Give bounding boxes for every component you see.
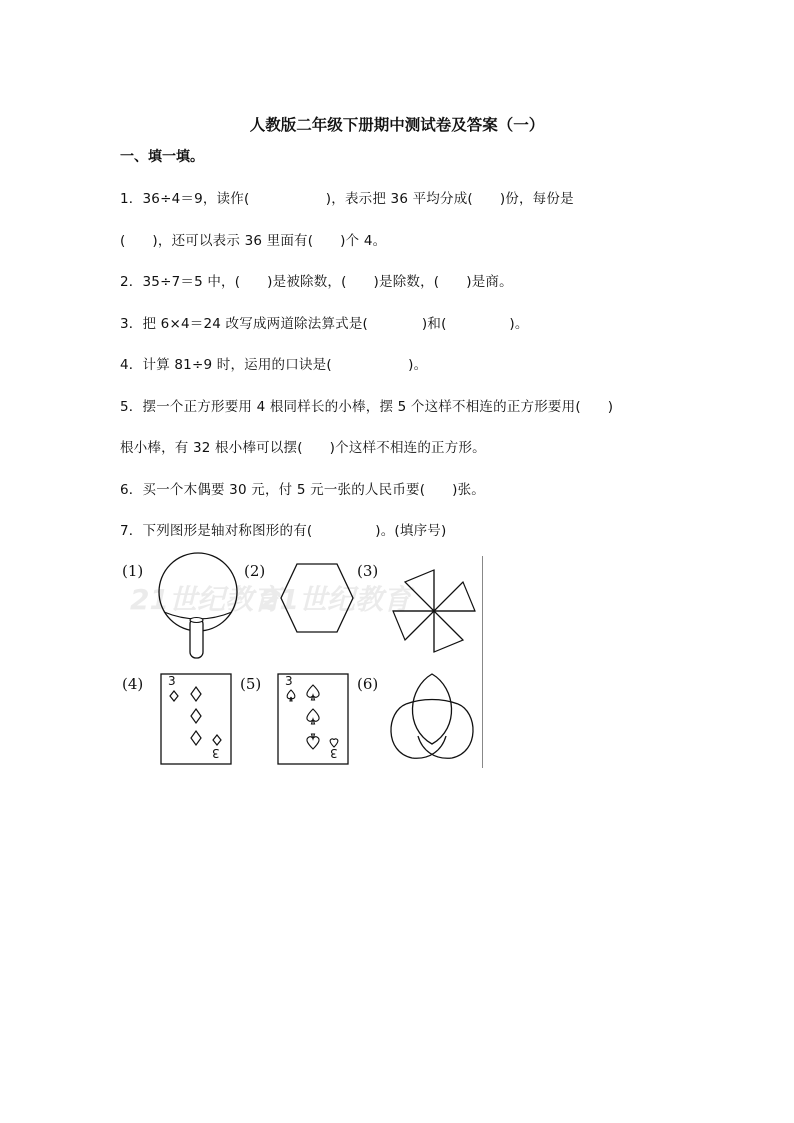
ping-pong-paddle-icon [150, 550, 250, 665]
card-rank-top: 3 [285, 674, 293, 688]
question-7: 7．下列图形是轴对称图形的有( )。(填序号) [120, 523, 447, 539]
question-2: 2．35÷7＝5 中，( )是被除数，( )是除数，( )是商。 [120, 274, 513, 290]
question-4: 4．计算 81÷9 时，运用的口诀是( )。 [120, 357, 428, 373]
three-circle-knot-icon [382, 670, 482, 762]
figure-label-1: (1) [122, 562, 144, 580]
watermark: 21世纪教育 [260, 583, 411, 616]
figure-label-5: (5) [240, 675, 262, 693]
figure-label-3: (3) [357, 562, 379, 580]
card-rank-top: 3 [168, 674, 176, 688]
card-rank-bottom: 3 [212, 746, 220, 760]
pinwheel-icon [389, 566, 479, 656]
question-1-line-1: 1．36÷4＝9，读作( )，表示把 36 平均分成( )份，每份是 [120, 191, 574, 207]
figure-label-6: (6) [357, 675, 379, 693]
figure-label-2: (2) [244, 562, 266, 580]
figure-divider [482, 556, 483, 768]
hexagon-icon [277, 560, 357, 640]
question-5-line-1: 5．摆一个正方形要用 4 根同样长的小棒，摆 5 个这样不相连的正方形要用( ) [120, 399, 614, 415]
watermark: 21世纪教育 [130, 583, 281, 616]
section-heading: 一、填一填。 [120, 149, 204, 165]
card-rank-bottom: 3 [330, 746, 338, 760]
page-title: 人教版二年级下册期中测试卷及答案（一） [249, 115, 545, 134]
question-5-line-2: 根小棒，有 32 根小棒可以摆( )个这样不相连的正方形。 [120, 440, 486, 456]
figure-label-4: (4) [122, 675, 144, 693]
question-6: 6．买一个木偶要 30 元，付 5 元一张的人民币要( )张。 [120, 482, 486, 498]
question-3: 3．把 6×4＝24 改写成两道除法算式是( )和( )。 [120, 316, 529, 332]
question-1-line-2: ( )，还可以表示 36 里面有( )个 4。 [120, 233, 387, 249]
